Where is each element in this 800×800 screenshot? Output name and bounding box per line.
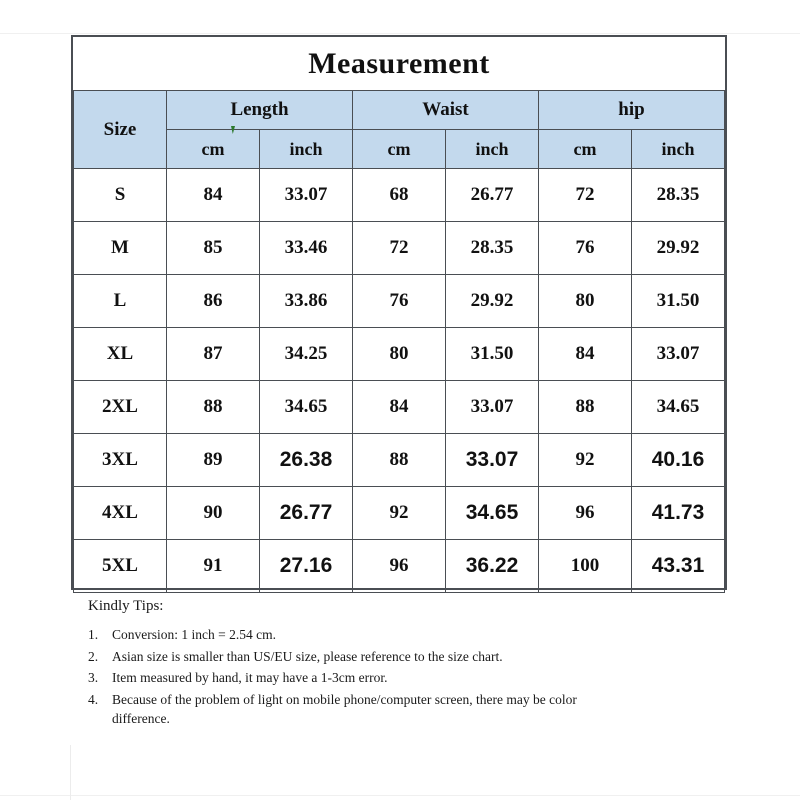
cell-size: 3XL (74, 434, 167, 487)
tip-item (88, 690, 708, 729)
cell-hip-inch: 33.07 (632, 328, 725, 381)
tips-list (88, 625, 708, 729)
cell-waist-cm: 96 (353, 540, 446, 593)
cell-hip-cm: 76 (539, 222, 632, 275)
cell-waist-cm: 80 (353, 328, 446, 381)
tip-item (88, 668, 708, 688)
header-unit-hip-cm: cm (539, 130, 632, 169)
table-row (74, 328, 725, 381)
cell-hip-inch: 43.31 (632, 540, 725, 593)
header-group-length: Length (167, 91, 353, 130)
cell-size: L (74, 275, 167, 328)
cell-hip-inch: 29.92 (632, 222, 725, 275)
table-row (74, 169, 725, 222)
cell-length-inch: 27.16 (260, 540, 353, 593)
table-row (74, 222, 725, 275)
header-unit-length-cm: cm (167, 130, 260, 169)
cell-size: XL (74, 328, 167, 381)
cell-length-inch: 33.46 (260, 222, 353, 275)
table-row (74, 487, 725, 540)
cell-waist-cm: 76 (353, 275, 446, 328)
cell-waist-inch: 36.22 (446, 540, 539, 593)
tip-number: 2. (88, 648, 99, 664)
header-unit-length-inch: inch (260, 130, 353, 169)
header-unit-hip-inch: inch (632, 130, 725, 169)
header-unit-waist-inch: inch (446, 130, 539, 169)
header-group-waist: Waist (353, 91, 539, 130)
cell-size: S (74, 169, 167, 222)
chart-title: Measurement (74, 37, 725, 91)
page-artifact-rule-top (0, 33, 800, 34)
cell-hip-cm: 100 (539, 540, 632, 593)
page-artifact-rule-vertical (70, 745, 71, 800)
cell-hip-inch: 31.50 (632, 275, 725, 328)
cell-size: 5XL (74, 540, 167, 593)
header-unit-waist-cm: cm (353, 130, 446, 169)
cell-waist-inch: 26.77 (446, 169, 539, 222)
tips-title: Kindly Tips: (88, 598, 164, 614)
tip-item (88, 647, 708, 667)
cell-length-cm: 88 (167, 381, 260, 434)
cell-length-inch: 34.25 (260, 328, 353, 381)
page-artifact-rule-bottom (0, 795, 800, 796)
cell-length-inch: 33.07 (260, 169, 353, 222)
cell-waist-inch: 33.07 (446, 434, 539, 487)
tip-text: Conversion: 1 inch = 2.54 cm. (112, 627, 276, 642)
cell-length-cm: 86 (167, 275, 260, 328)
tip-text: Asian size is smaller than US/EU size, please reference to the size chart. (112, 648, 503, 664)
cell-waist-inch: 29.92 (446, 275, 539, 328)
cell-hip-cm: 92 (539, 434, 632, 487)
tip-item (88, 625, 708, 645)
tip-text: Because of the problem of light on mobile phone/computer screen, there may be color difference. (112, 691, 577, 726)
table-row (74, 275, 725, 328)
cell-length-inch: 34.65 (260, 381, 353, 434)
cell-hip-cm: 80 (539, 275, 632, 328)
cell-waist-cm: 84 (353, 381, 446, 434)
cell-size: M (74, 222, 167, 275)
cell-length-cm: 85 (167, 222, 260, 275)
header-group-hip: hip (539, 91, 725, 130)
measurement-table (73, 37, 725, 593)
cell-length-inch: 26.38 (260, 434, 353, 487)
cell-waist-cm: 88 (353, 434, 446, 487)
cell-hip-inch: 28.35 (632, 169, 725, 222)
cell-waist-inch: 31.50 (446, 328, 539, 381)
cell-waist-inch: 34.65 (446, 487, 539, 540)
cell-waist-cm: 92 (353, 487, 446, 540)
cell-waist-inch: 33.07 (446, 381, 539, 434)
cell-waist-inch: 28.35 (446, 222, 539, 275)
kindly-tips (88, 598, 708, 731)
cell-hip-inch: 40.16 (632, 434, 725, 487)
tip-number: 4. (88, 691, 99, 707)
tip-number: 1. (88, 627, 99, 642)
cell-hip-cm: 96 (539, 487, 632, 540)
cell-waist-cm: 68 (353, 169, 446, 222)
cell-waist-cm: 72 (353, 222, 446, 275)
tip-number: 3. (88, 670, 99, 685)
table-row (74, 434, 725, 487)
cell-hip-cm: 84 (539, 328, 632, 381)
cell-size: 4XL (74, 487, 167, 540)
cell-length-inch: 26.77 (260, 487, 353, 540)
header-unit-row (74, 130, 725, 169)
cell-length-cm: 90 (167, 487, 260, 540)
cell-length-inch: 33.86 (260, 275, 353, 328)
tip-text: Item measured by hand, it may have a 1-3cm error. (112, 670, 388, 685)
cell-hip-cm: 88 (539, 381, 632, 434)
cell-length-cm: 87 (167, 328, 260, 381)
header-size: Size (74, 91, 167, 169)
cell-hip-cm: 72 (539, 169, 632, 222)
cell-length-cm: 89 (167, 434, 260, 487)
table-row (74, 540, 725, 593)
header-group-row (74, 91, 725, 130)
cell-size: 2XL (74, 381, 167, 434)
measurement-chart (71, 35, 727, 590)
table-body (74, 169, 725, 593)
table-row (74, 381, 725, 434)
cell-hip-inch: 34.65 (632, 381, 725, 434)
cell-length-cm: 91 (167, 540, 260, 593)
cell-length-cm: 84 (167, 169, 260, 222)
title-row (74, 37, 725, 91)
cell-hip-inch: 41.73 (632, 487, 725, 540)
